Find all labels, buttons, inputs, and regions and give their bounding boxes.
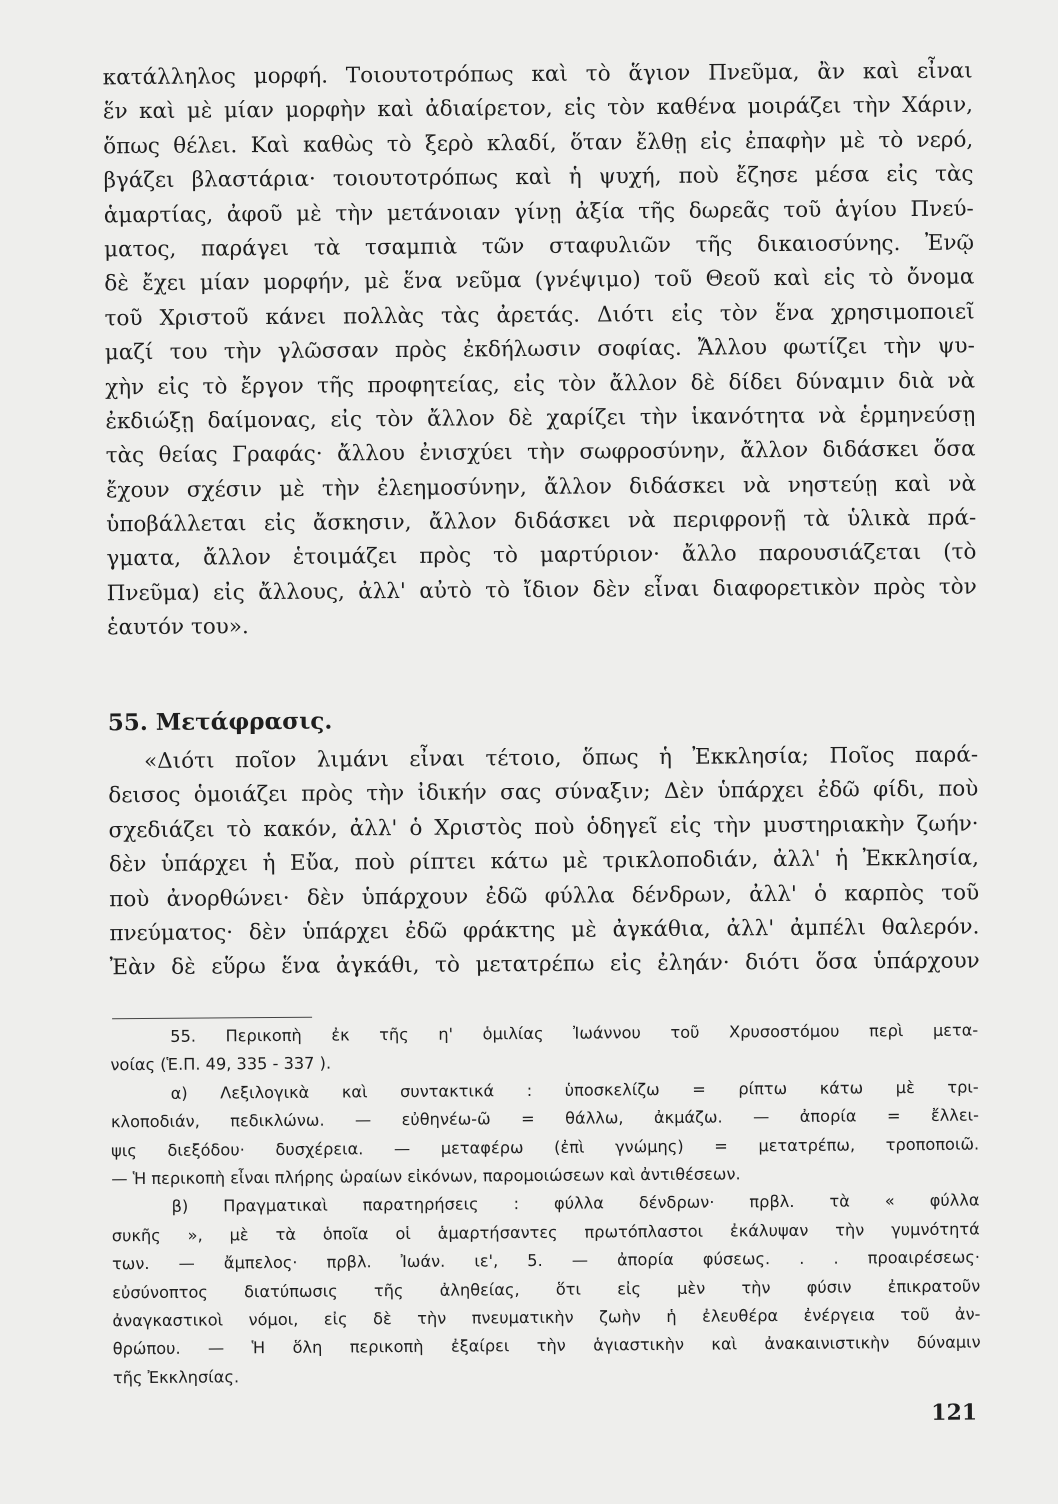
body-line: πνεύματος· δὲν ὑπάρχει ἐδῶ φράκτης μὲ ἀγκάθια, ἀλλ' ἀμπέλι θαλερόν. bbox=[109, 914, 980, 947]
footnote-line: νοίας (Ἑ.Π. 49, 335 - 337 ). bbox=[110, 1053, 332, 1075]
body-line: ὅπως θέλει. Καὶ καθὼς τὸ ξερὸ κλαδί, ὅταν ἔλθῃ εἰς ἐπαφὴν μὲ τὸ νερό, bbox=[103, 127, 974, 160]
body-line: «Διότι ποῖον λιμάνι εἶναι τέτοιο, ὅπως ἡ Ἐκκλησία; Ποῖος παρά- bbox=[143, 742, 979, 775]
footnote-line: — Ἡ περικοπὴ εἶναι πλήρης ὡραίων εἰκόνων, παρομοιώσεων καὶ ἀντιθέσεων. bbox=[111, 1164, 741, 1189]
body-line: σχεδιάζει τὸ κακόν, ἀλλ' ὁ Χριστὸς ποὺ ὁδηγεῖ εἰς τὴν μυστηριακὴν ζωήν· bbox=[108, 811, 979, 844]
footnote-line: κλοποδιάν, πεδικλώνω. — εὐθηνέω-ῶ = θάλλω, ἀκμάζω. — ἀπορία = ἔλλει- bbox=[110, 1105, 979, 1132]
body-line: Πνεῦμα) εἰς ἄλλους, ἀλλ' αὐτὸ τὸ ἴδιον δὲν εἶναι διαφορετικὸν πρὸς τὸν bbox=[106, 574, 977, 607]
footnote-divider bbox=[112, 1017, 312, 1020]
footnote-line: των. — ἄμπελος· πρβλ. Ἰωάν. ιε', 5. — ἀπορία φύσεως. . . προαιρέσεως· bbox=[111, 1247, 981, 1274]
body-line: ποὺ ἀνορθώνει· δὲν ὑπάρχουν ἐδῶ φύλλα δένδρων, ἀλλ' ὁ καρπὸς τοῦ bbox=[109, 880, 980, 912]
body-line: δὲν ὑπάρχει ἡ Εὔα, ποὺ ρίπτει κάτω μὲ τρικλοποδιάν, ἀλλ' ἡ Ἐκκλησία, bbox=[108, 845, 979, 878]
body-line: μαζί του τὴν γλῶσσαν πρὸς ἐκδήλωσιν σοφίας. Ἄλλου φωτίζει τὴν ψυ- bbox=[104, 333, 975, 366]
footnotes bbox=[110, 1016, 981, 1392]
body-line: δὲ ἔχει μίαν μορφήν, μὲ ἕνα νεῦμα (γνέψιμο) τοῦ Θεοῦ καὶ εἰς τὸ ὄνομα bbox=[104, 264, 975, 297]
body-text-lower bbox=[108, 738, 980, 986]
footnote-line: α) Λεξιλογικὰ καὶ συντακτικά : ὑποσκελίζω = ρίπτω κάτω μὲ τρι- bbox=[170, 1077, 979, 1103]
body-line: γματα, ἄλλον ἑτοιμάζει πρὸς τὸ μαρτύριον· ἄλλο παρουσιάζεται (τὸ bbox=[106, 539, 977, 572]
footnote-line: εὐσύνοπτος διατύπωσις τῆς ἀληθείας, ὅτι εἰς μὲν τὴν φύσιν ἐπικρατοῦν bbox=[112, 1275, 981, 1302]
body-line: Ἐὰν δὲ εὕρω ἕνα ἀγκάθι, τὸ μετατρέπω εἰς ἐληάν· διότι ὅσα ὑπάρχουν bbox=[109, 948, 980, 981]
footnote-line: ἀναγκαστικοὶ νόμοι, εἰς δὲ τὴν πνευματικὴν ζωὴν ἡ ἐλευθέρα ἐνέργεια τοῦ ἀν- bbox=[112, 1304, 981, 1331]
page-number: 121 bbox=[931, 1399, 978, 1426]
footnote-line: συκῆς », μὲ τὰ ὁποῖα οἱ ἁμαρτήσαντες πρωτόπλαστοι ἐκάλυψαν τὴν γυμνότητά bbox=[111, 1219, 980, 1246]
body-line: τοῦ Χριστοῦ κάνει πολλὰς τὰς ἀρετάς. Διότι εἰς τὸν ἕνα χρησιμοποιεῖ bbox=[104, 299, 975, 332]
body-line: χὴν εἰς τὸ ἔργον τῆς προφητείας, εἰς τὸν ἄλλον δὲ δίδει δύναμιν διὰ νὰ bbox=[105, 368, 976, 400]
body-line: δεισος ὁμοιάζει πρὸς τὴν ἰδικήν σας σύναξιν; Δὲν ὑπάρχει ἐδῶ φίδι, ποὺ bbox=[108, 776, 979, 809]
body-line: ματος, παράγει τὰ τσαμπιὰ τῶν σταφυλιῶν τῆς δικαιοσύνης. Ἐνῷ bbox=[103, 230, 975, 263]
footnote-line: θρώπου. — Ἡ ὅλη περικοπὴ ἐξαίρει τὴν ἁγιαστικὴν καὶ ἀνακαινιστικὴν δύναμιν bbox=[112, 1332, 981, 1359]
body-line: ἔχουν σχέσιν μὲ τὴν ἐλεημοσύνην, ἄλλον διδάσκει νὰ νηστεύῃ καὶ νὰ bbox=[105, 471, 977, 504]
footnote-line: β) Πραγματικαὶ παρατηρήσεις : φύλλα δένδρων· πρβλ. τὰ « φύλλα bbox=[171, 1190, 980, 1217]
body-line: τὰς θείας Γραφάς· ἄλλου ἐνισχύει τὴν σωφροσύνην, ἄλλον διδάσκει ὅσα bbox=[105, 436, 976, 469]
body-line: βγάζει βλαστάρια· τοιουτοτρόπως καὶ ἡ ψυχή, ποὺ ἔζησε μέσα εἰς τὰς bbox=[103, 161, 974, 194]
body-line: ἁμαρτίας, ἀφοῦ μὲ τὴν μετάνοιαν γίνῃ ἀξία τῆς δωρεᾶς τοῦ ἁγίου Πνεύ- bbox=[103, 196, 974, 228]
body-text-upper bbox=[103, 54, 978, 645]
body-line: ὑποβάλλεται εἰς ἄσκησιν, ἄλλον διδάσκει νὰ περιφρονῇ τὰ ὑλικὰ πρά- bbox=[106, 505, 977, 538]
footnote-line: 55. Περικοπὴ ἐκ τῆς η' ὁμιλίας Ἰωάννου τοῦ Χρυσοστόμου περὶ μετα- bbox=[170, 1020, 979, 1046]
footnote-line: ψις διεξόδου· δυσχέρεια. — μεταφέρω (ἐπὶ γνώμης) = μετατρέπω, τροποποιῶ. bbox=[111, 1134, 980, 1160]
body-line: ἑαυτόν του». bbox=[106, 614, 249, 641]
body-line: ἕν καὶ μὲ μίαν μορφὴν καὶ ἀδιαίρετον, εἰς τὸν καθένα μοιράζει τὴν Χάριν, bbox=[102, 92, 974, 125]
body-line: κατάλληλος μορφή. Τοιουτοτρόπως καὶ τὸ ἅγιον Πνεῦμα, ἂν καὶ εἶναι bbox=[102, 58, 973, 91]
footnote-line: τῆς Ἐκκλησίας. bbox=[112, 1366, 240, 1387]
section-heading: 55. Μετάφρασις. bbox=[107, 707, 333, 737]
body-line: ἐκδιώξῃ δαίμονας, εἰς τὸν ἄλλον δὲ χαρίζει τὴν ἱκανότητα νὰ ἑρμηνεύσῃ bbox=[105, 402, 976, 435]
